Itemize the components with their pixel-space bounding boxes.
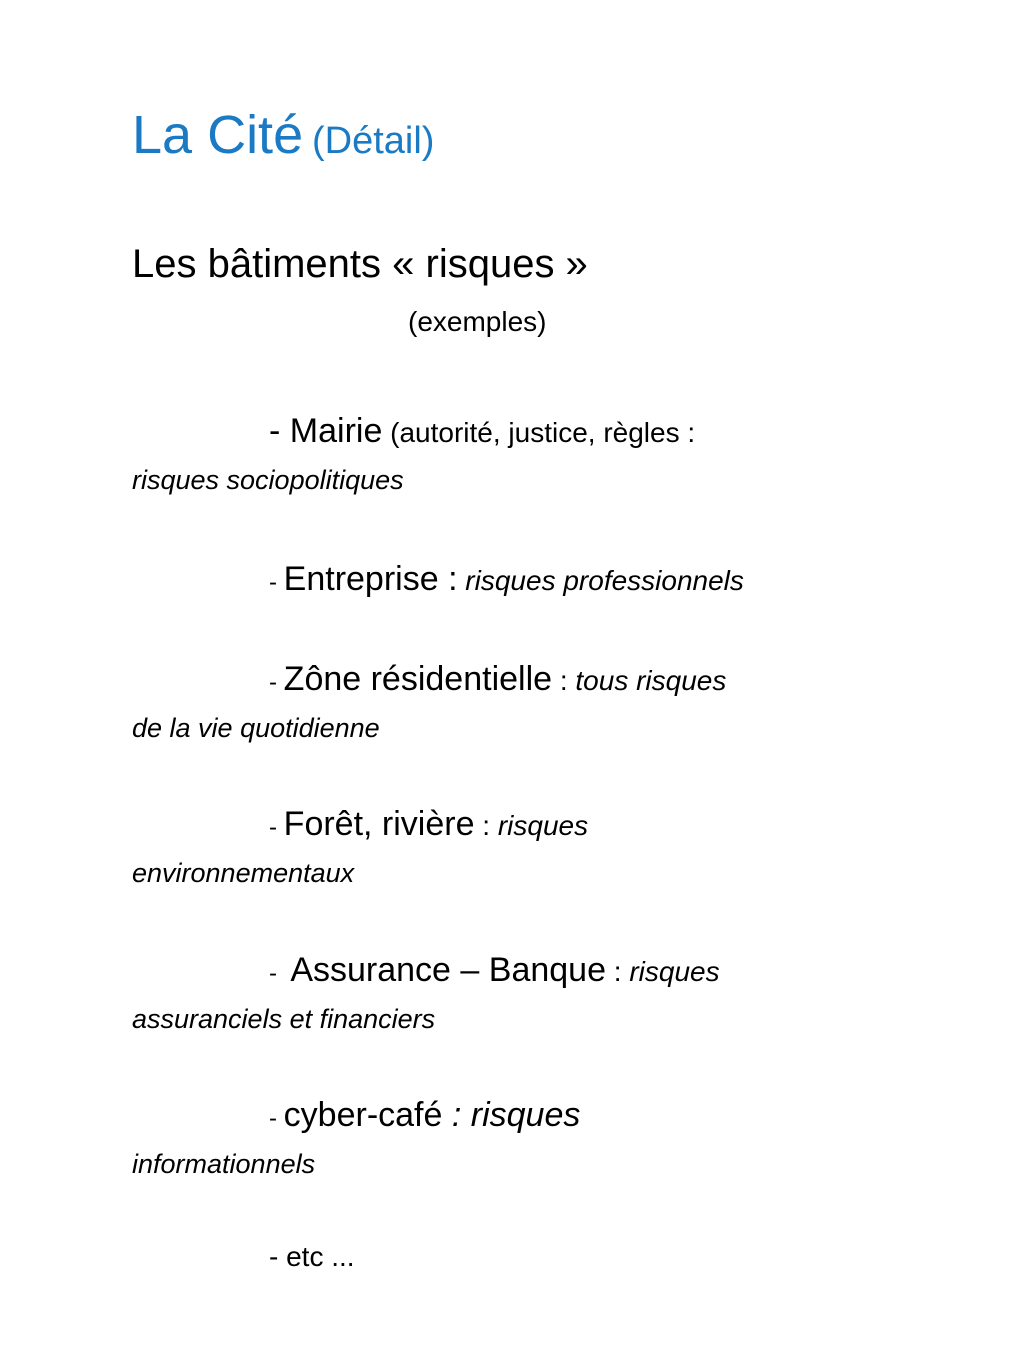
item-desc: risques bbox=[490, 810, 589, 841]
item-name: Forêt, rivière bbox=[283, 805, 475, 843]
item-continuation: environnementaux bbox=[132, 858, 355, 888]
item-name: Assurance – Banque bbox=[290, 951, 606, 989]
item-dash: - bbox=[269, 669, 284, 696]
list-item-zone-residentielle bbox=[132, 654, 892, 751]
item-separator: : bbox=[552, 665, 568, 696]
item-desc: risques professionnels bbox=[457, 565, 744, 596]
item-separator: : bbox=[474, 810, 491, 841]
item-name: Zône résidentielle bbox=[283, 660, 553, 698]
item-desc: tous risques bbox=[567, 665, 727, 696]
item-continuation: de la vie quotidienne bbox=[132, 713, 380, 743]
list-item-cyber-cafe bbox=[132, 1090, 892, 1187]
item-desc: (autorité, justice, règles : bbox=[382, 417, 696, 448]
item-separator: : bbox=[606, 956, 622, 987]
list-item-mairie bbox=[132, 406, 892, 503]
item-text: - etc ... bbox=[269, 1241, 355, 1272]
item-dash: - bbox=[269, 569, 284, 596]
item-name: Mairie bbox=[289, 412, 383, 450]
item-dash: - bbox=[269, 1105, 284, 1132]
title-sub: (Détail) bbox=[312, 120, 435, 162]
item-continuation: informationnels bbox=[132, 1149, 316, 1179]
slide-title bbox=[132, 106, 434, 165]
item-name: cyber-café bbox=[283, 1096, 443, 1134]
item-dash: - bbox=[269, 960, 291, 987]
list-item-etc bbox=[132, 1236, 892, 1278]
section-heading: Les bâtiments « risques » bbox=[132, 242, 588, 286]
item-dash: - bbox=[269, 412, 290, 450]
list-item-foret-riviere bbox=[132, 799, 892, 896]
list-item-entreprise bbox=[132, 554, 892, 605]
item-name: Entreprise : bbox=[283, 560, 458, 598]
item-continuation: risques sociopolitiques bbox=[132, 465, 404, 495]
title-main: La Cité bbox=[132, 105, 304, 165]
section-subheading: (exemples) bbox=[408, 306, 547, 337]
list-item-assurance-banque bbox=[132, 945, 892, 1042]
item-desc: risques bbox=[621, 956, 720, 987]
item-continuation: assuranciels et financiers bbox=[132, 1004, 436, 1034]
item-dash: - bbox=[269, 814, 284, 841]
item-desc: : risques bbox=[442, 1096, 581, 1134]
